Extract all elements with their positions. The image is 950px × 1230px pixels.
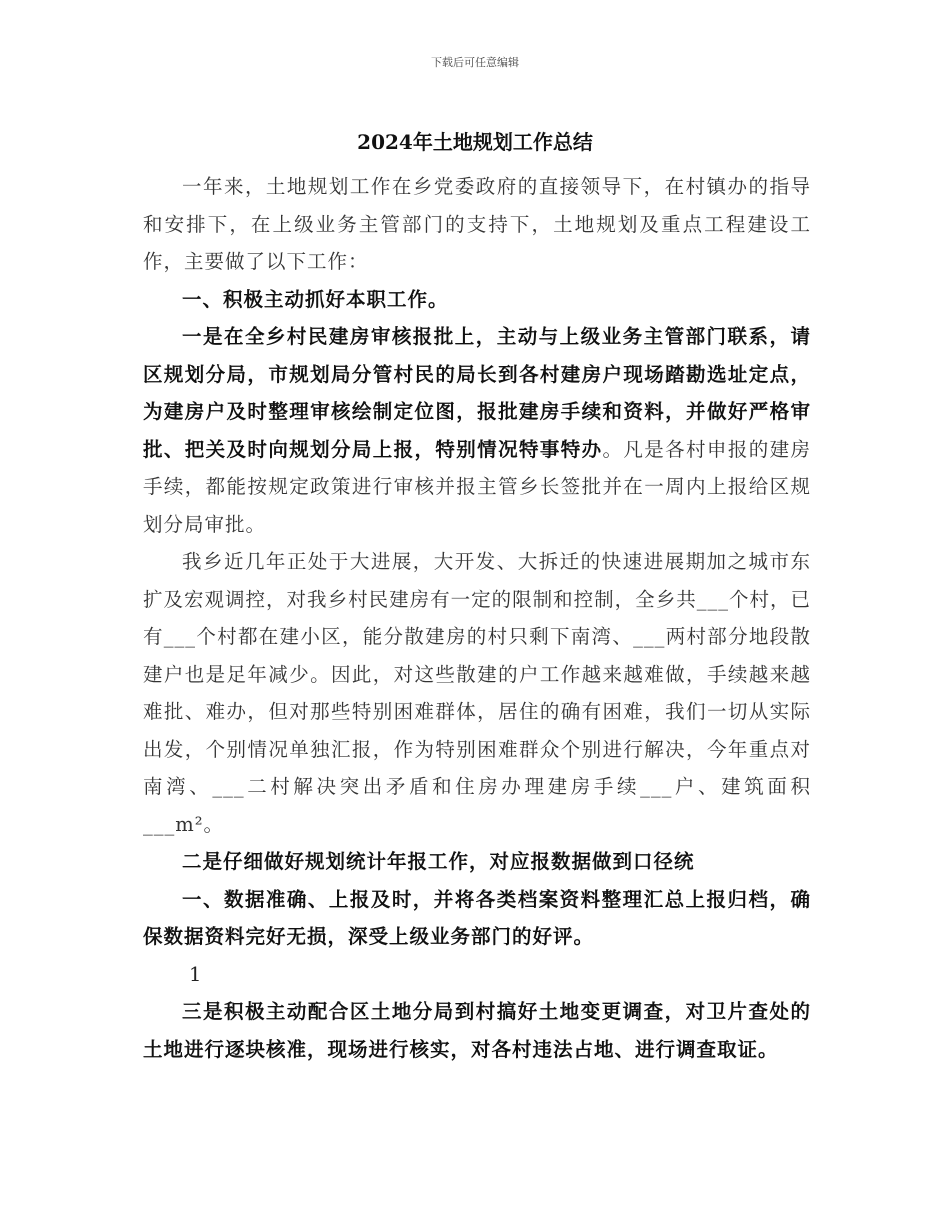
paragraph-statistics-2: 一、数据准确、上报及时，并将各类档案资料整理汇总上报归档，确保数据资料完好无损，深受上级业务部门的好评。 <box>143 887 811 948</box>
paragraph-survey: 三是积极主动配合区土地分局到村搞好土地变更调查，对卫片查处的土地进行逐块核准，现场进行核实，对各村违法占地、进行调查取证。 <box>143 1000 811 1061</box>
paragraph-approval-normal: 。凡是各村申报的建房手续，都能按规定政策进行审核并报主管乡长签批并在一周内上报给区规划分局审批。 <box>143 437 811 536</box>
header-note: 下载后可任意编辑 <box>431 56 519 69</box>
document-title: 2024年土地规划工作总结 <box>357 130 593 154</box>
intro-paragraph: 一年来，土地规划工作在乡党委政府的直接领导下，在村镇办的指导和安排下，在上级业务主管部门的支持下，土地规划及重点工程建设工作，主要做了以下工作： <box>143 175 811 273</box>
page-number: 1 <box>189 962 202 986</box>
document-body <box>143 168 811 1068</box>
section-heading-1: 一、积极主动抓好本职工作。 <box>182 287 449 311</box>
paragraph-development: 我乡近几年正处于大进展，大开发、大拆迁的快速进展期加之城市东扩及宏观调控，对我乡村民建房有一定的限制和控制，全乡共___个村，已有___个村都在建小区，能分散建房的村只剩下南湾、___两村部分地段散建户也是足年减少。因此，对这些散建的户工作越来越难做，手续越来越难批、难办，但对那些特别困难群体，居住的确有困难，我们一切从实际出发，个别情况单独汇报，作为特别困难群众个别进行解决，今年重点对南湾、___二村解决突出矛盾和住房办理建房手续___户、建筑面积___m²。 <box>143 550 811 836</box>
paragraph-statistics-1: 二是仔细做好规划统计年报工作，对应报数据做到口径统 <box>182 850 695 873</box>
paragraph-approval-bold: 一是在全乡村民建房审核报批上，主动与上级业务主管部门联系，请区规划分局，市规划局分管村民的局长到各村建房户现场踏勘选址定点，为建房户及时整理审核绘制定位图，报批建房手续和资料，并做好严格审批、把关及时向规划分局上报，特别情况特事特办 <box>143 325 811 461</box>
paragraph-approval <box>143 318 811 543</box>
